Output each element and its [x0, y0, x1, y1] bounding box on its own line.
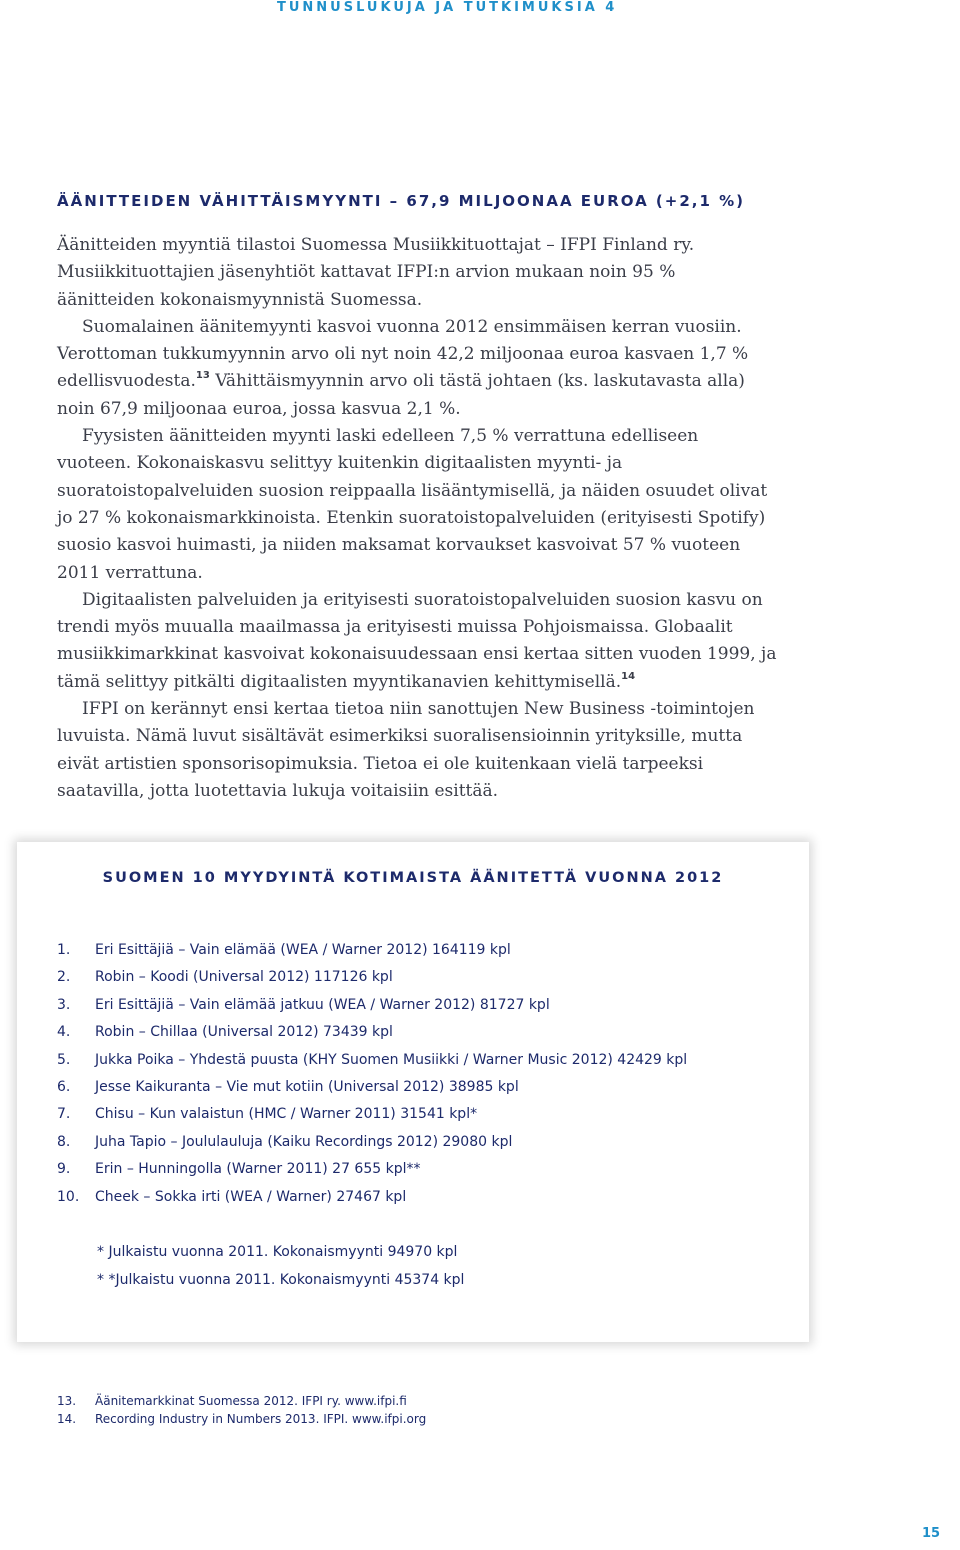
- list-item-number: 10.: [57, 1188, 80, 1205]
- list-item: [57, 1077, 687, 1104]
- footnote-number: 13.: [57, 1394, 77, 1408]
- box-notes: [97, 1242, 464, 1298]
- footnote-ref-14[interactable]: 14: [621, 670, 636, 682]
- box-note: * *Julkaistu vuonna 2011. Kokonaismyynti 45374 kpl: [97, 1272, 465, 1288]
- article-body: [57, 232, 777, 805]
- paragraph-2-text-b: Vähittäismyynnin arvo oli tästä johtaen (ks. laskutavasta alla) noin 67,9 miljoonaa euroa, jossa kasvua 2,1 %.: [57, 371, 745, 419]
- section-title: ÄÄNITTEIDEN VÄHITTÄISMYYNTI – 67,9 MILJOONAA EUROA (+2,1 %): [57, 192, 746, 210]
- list-item-number: 3.: [57, 996, 71, 1013]
- list-item: [57, 1022, 687, 1049]
- list-item: [57, 1104, 687, 1131]
- list-item-text: Chisu – Kun valaistun (HMC / Warner 2011) 31541 kpl*: [95, 1106, 478, 1123]
- list-item: [57, 1132, 687, 1159]
- list-item-text: Juha Tapio – Joululauluja (Kaiku Recordings 2012) 29080 kpl: [95, 1133, 513, 1150]
- paragraph-3: Fyysisten äänitteiden myynti laski edelleen 7,5 % verrattuna edelliseen vuoteen. Kokonaiskasvu selittyy kuitenkin digitaalisten myynti- ja suoratoistopalveluiden suosion reippaalla lisääntymisellä, ja näiden osuudet olivat jo 27 % kokonaismarkkinoista. Etenkin suoratoistopalveluiden (erityisesti Spotify) suosio kasvoi huimasti, ja niiden maksamat korvaukset kasvoivat 57 % vuoteen 2011 verrattuna.: [57, 426, 768, 583]
- footnotes: [57, 1393, 426, 1429]
- list-item-text: Robin – Chillaa (Universal 2012) 73439 kpl: [95, 1024, 393, 1041]
- paragraph-2: [57, 314, 777, 423]
- list-item-number: 1.: [57, 942, 71, 958]
- paragraph-4: [57, 587, 777, 696]
- list-item-text: Eri Esittäjiä – Vain elämää jatkuu (WEA / Warner 2012) 81727 kpl: [95, 996, 550, 1013]
- list-item-number: 9.: [57, 1161, 71, 1178]
- list-item: [57, 995, 687, 1022]
- footnote-text: Recording Industry in Numbers 2013. IFPI. www.ifpi.org: [95, 1412, 427, 1426]
- list-item-text: Eri Esittäjiä – Vain elämää (WEA / Warner 2012) 164119 kpl: [95, 942, 511, 958]
- list-item-text: Cheek – Sokka irti (WEA / Warner) 27467 kpl: [95, 1188, 407, 1205]
- footnote-number: 14.: [57, 1412, 77, 1426]
- list-item: [57, 1050, 687, 1077]
- list-item: [57, 1159, 687, 1186]
- list-item-number: 6.: [57, 1078, 71, 1095]
- list-item-text: Jukka Poika – Yhdestä puusta (KHY Suomen Musiikki / Warner Music 2012) 42429 kpl: [95, 1051, 688, 1068]
- footnote-13: [57, 1393, 426, 1411]
- footnote-14: [57, 1411, 426, 1429]
- paragraph-5: IFPI on kerännyt ensi kertaa tietoa niin sanottujen New Business -toimintojen luvuista. Nämä luvut sisältävät esimerkiksi suoralisensioinnin yrityksille, mutta eivät artistien sponsorisopimuksia. Tietoa ei ole kuitenkaan vielä tarpeeksi saatavilla, jotta luotettavia lukuja voitaisiin esittää.: [57, 699, 755, 801]
- footnote-ref-13[interactable]: 13: [195, 370, 210, 382]
- list-item-number: 4.: [57, 1024, 71, 1041]
- top-ten-title: SUOMEN 10 MYYDYINTÄ KOTIMAISTA ÄÄNITETTÄ VUONNA 2012: [102, 870, 724, 886]
- list-item-number: 8.: [57, 1133, 71, 1150]
- list-item-number: 5.: [57, 1051, 71, 1068]
- top-ten-box: [17, 842, 809, 1342]
- running-header: TUNNUSLUKUJA JA TUTKIMUKSIA 4: [277, 0, 618, 15]
- list-item: [57, 940, 687, 967]
- box-note: * Julkaistu vuonna 2011. Kokonaismyynti 94970 kpl: [97, 1244, 458, 1260]
- page-number: 15: [922, 1526, 941, 1541]
- list-item: [57, 967, 687, 994]
- list-item-number: 2.: [57, 969, 71, 986]
- paragraph-1: Äänitteiden myyntiä tilastoi Suomessa Musiikkituottajat – IFPI Finland ry. Musiikkituottajien jäsenyhtiöt kattavat IFPI:n arvion mukaan noin 95 % äänitteiden kokonaismyynnistä Suomessa.: [57, 235, 695, 310]
- list-item-text: Jesse Kaikuranta – Vie mut kotiin (Universal 2012) 38985 kpl: [95, 1078, 519, 1095]
- paragraph-4-text: Digitaalisten palveluiden ja erityisesti suoratoistopalveluiden suosion kasvu on trendi myös muualla maailmassa ja erityisesti muissa Pohjoismaissa. Globaalit musiikkimarkkinat kasvoivat kokonaisuudessaan ensi kertaa sitten vuoden 1999, ja tämä selittyy pitkälti digitaalisten myyntikanavien kehittymisellä.: [57, 589, 777, 692]
- list-item-text: Erin – Hunningolla (Warner 2011) 27 655 kpl**: [95, 1161, 421, 1178]
- list-item-text: Robin – Koodi (Universal 2012) 117126 kpl: [95, 969, 393, 986]
- list-item: [57, 1187, 687, 1214]
- top-ten-list: [57, 940, 687, 1214]
- paragraph-2-text-a: Suomalainen äänitemyynti kasvoi vuonna 2012 ensimmäisen kerran vuosiin. Verottoman tukkumyynnin arvo oli nyt noin 42,2 miljoonaa euroa kasvaen 1,7 % edellisvuodesta.: [57, 316, 749, 392]
- footnote-text: Äänitemarkkinat Suomessa 2012. IFPI ry. www.ifpi.fi: [95, 1394, 407, 1408]
- list-item-number: 7.: [57, 1106, 71, 1123]
